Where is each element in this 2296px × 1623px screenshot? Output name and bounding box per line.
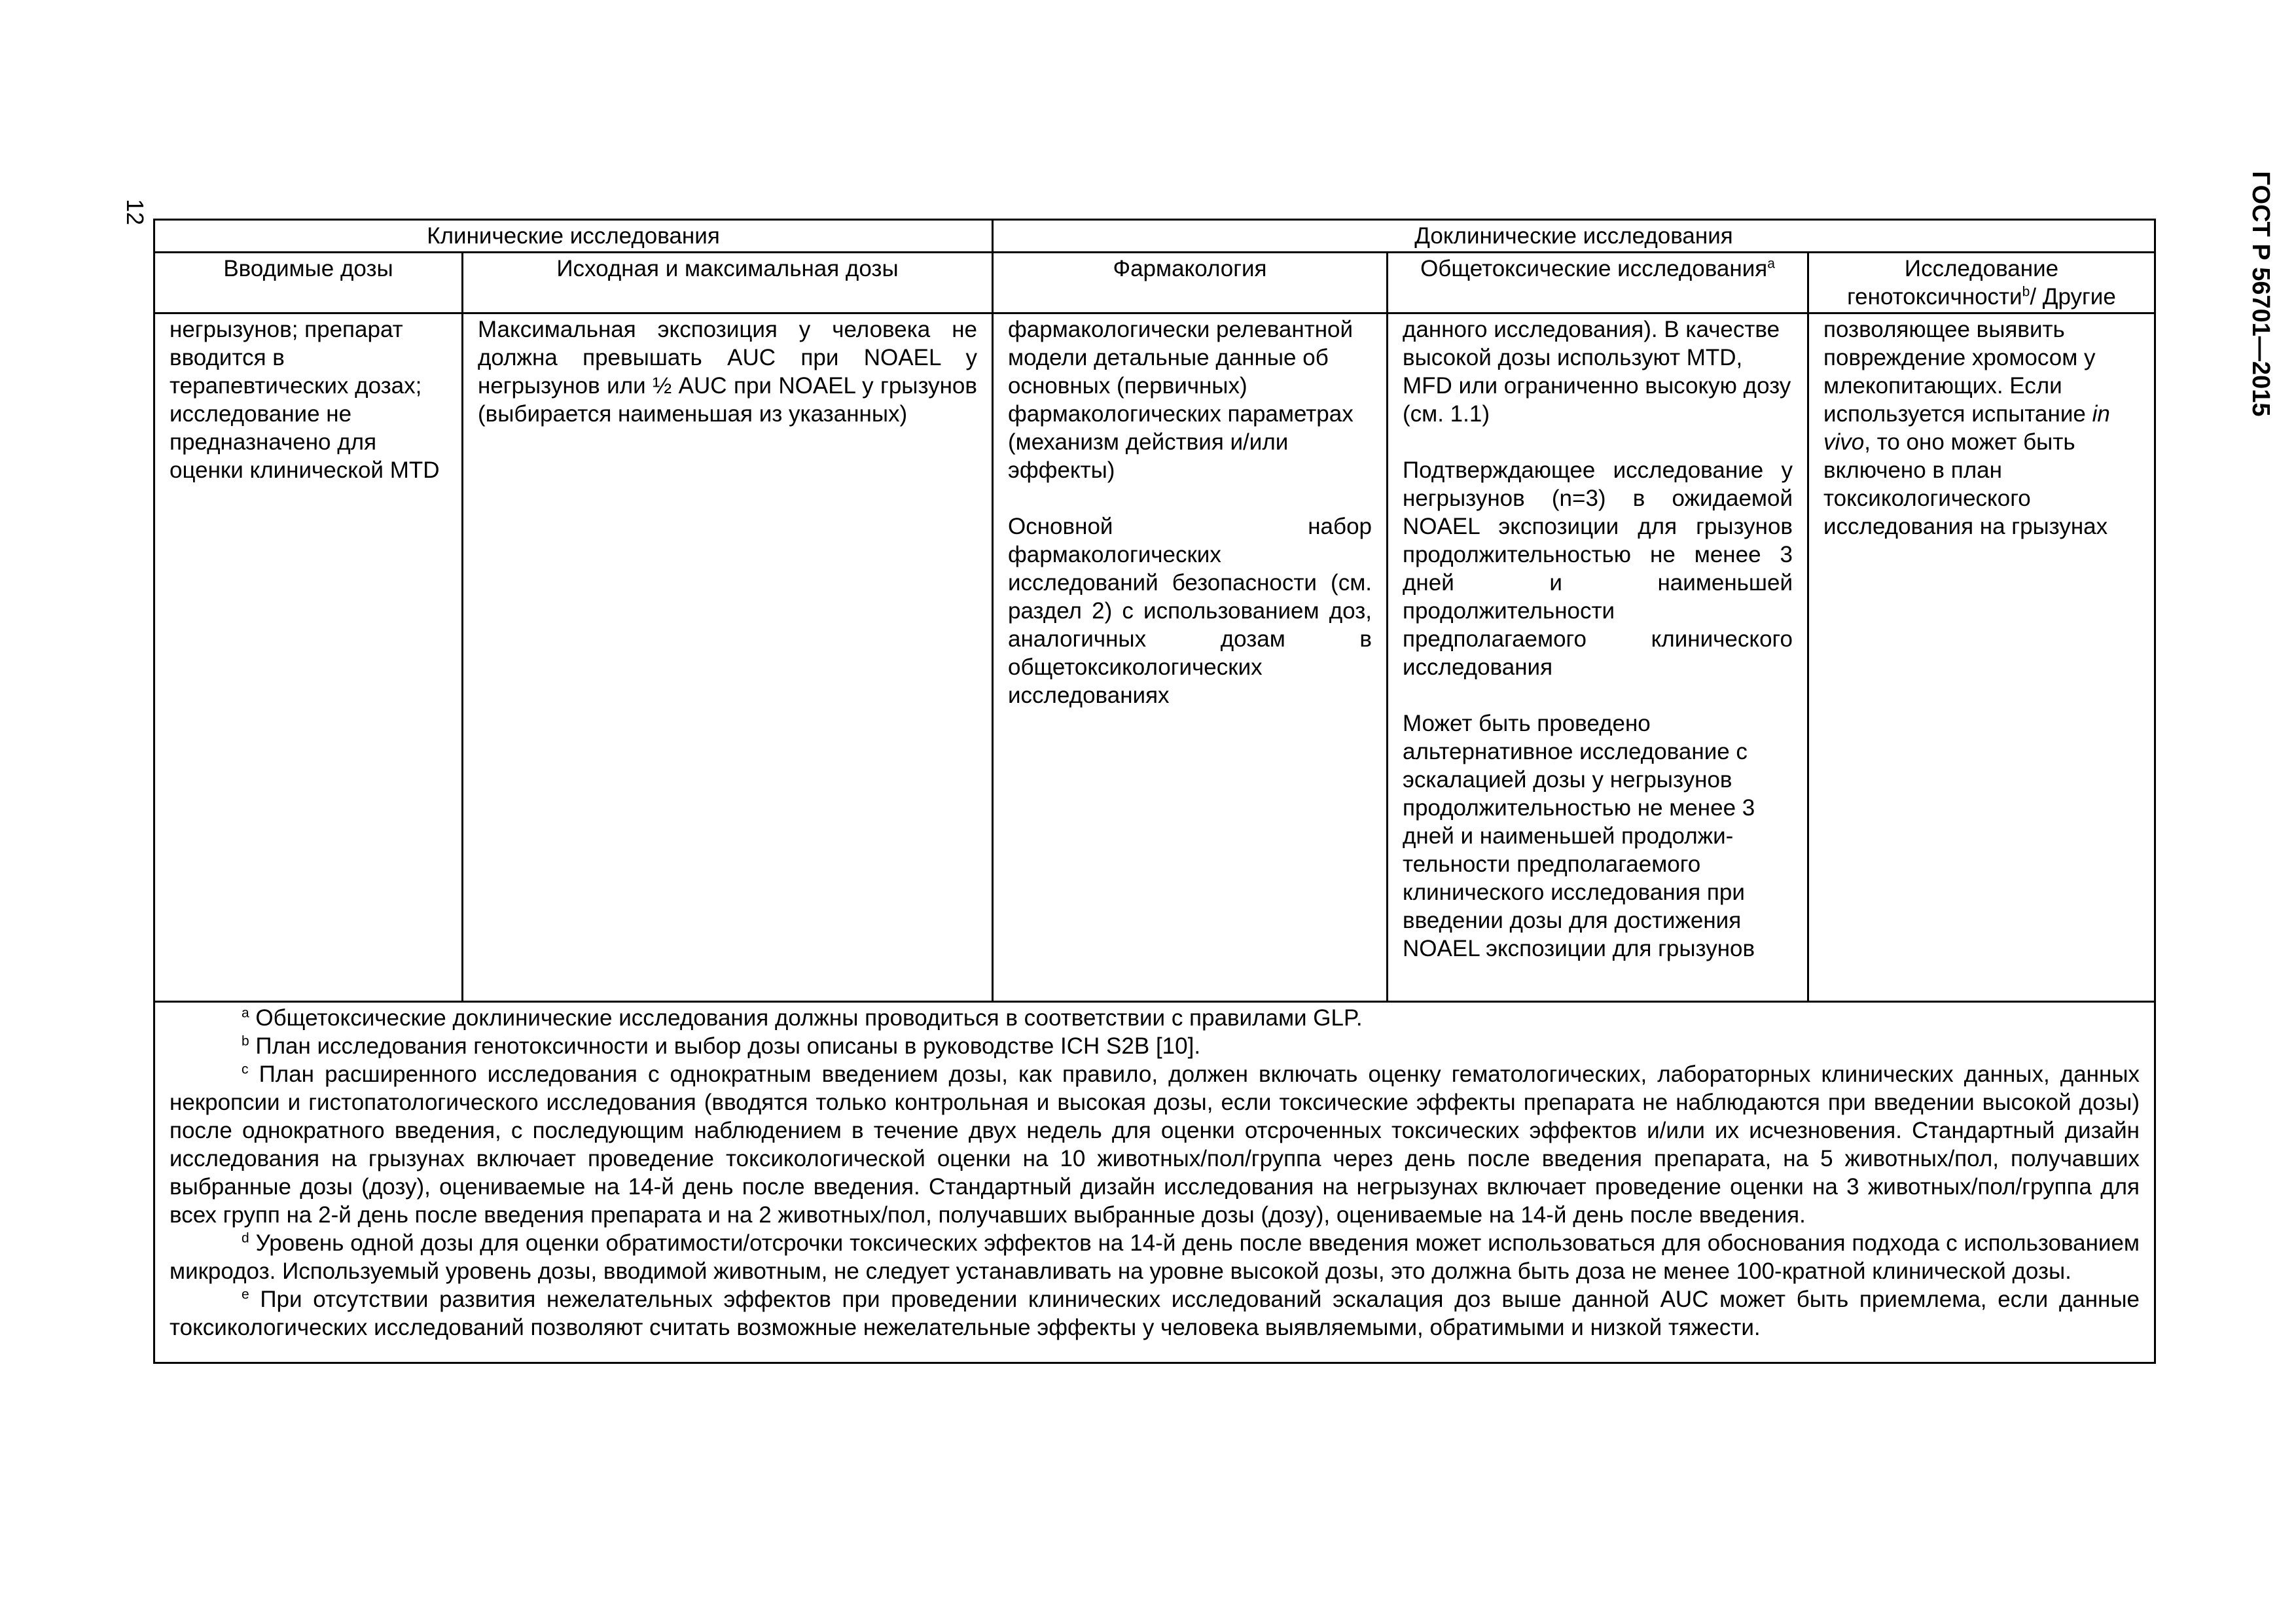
general-tox-label: Общетоксические исследования (1420, 256, 1768, 281)
col-header-genotox (1808, 253, 2155, 313)
preclinical-group-header: Доклинические исследования (993, 220, 2155, 253)
page-number: 12 (122, 198, 149, 226)
genotox-label-other: / Другие (2030, 284, 2116, 310)
genotox-text-1: позволяющее выявить повреждение хромосом у млекопитающих. Если используется испытание (1823, 317, 2096, 427)
footnote-d-text: Уровень одной дозы для оценки обратимости/отсрочки токсических эффектов на 14-й день после введения может использоваться для обоснования подхода с использованием микродоз. Используемый уровень дозы, вводимой животным, не следует устанавливать на уровне высокой дозы, это должна быть доза не менее 100-кратной клинической дозы. (170, 1230, 2140, 1284)
footnote-c-mark: c (242, 1061, 249, 1077)
footnotes-cell (154, 1001, 2155, 1363)
footnote-e-text: При отсутствии развития нежелательных эффектов при проведении клинических исследований эскалация доз выше данной AUC может быть приемлема, если данные токсикологических исследований позволяют считать возможные нежелательные эффекты у человека выявляемыми, обратимыми и низкой тяжести. (170, 1286, 2140, 1340)
cell-initial-max: Максимальная экспозиция у человека не должна превышать AUC при NOAEL у негрызунов или ½ AUC при NOAEL у грызунов (выбирается наименьшая из указанных) (463, 313, 993, 1002)
general-tox-para-3: Может быть проведено альтернативное исследование с эскалацией дозы у негрызунов продолжительностью не менее 3 дней и наименьшей продолжи- тельности предполагаемого клинического исследования при введении дозы для достижения NOAEL экспозиции для грызунов (1403, 711, 1755, 961)
dose-selection-table (153, 219, 2156, 1364)
genotox-label-line1: Исследование (1904, 256, 2059, 281)
col-header-initial-max: Исходная и максимальная дозы (463, 253, 993, 313)
table-row (154, 313, 2155, 1002)
col-header-doses: Вводимые дозы (154, 253, 463, 313)
footnote-d-mark: d (242, 1230, 249, 1246)
clinical-group-header: Клинические исследования (154, 220, 993, 253)
cell-pharmacology (993, 313, 1388, 1002)
genotox-label-line2: генотоксичности (1847, 284, 2022, 310)
footnote-b-text: План исследования генотоксичности и выбор дозы описаны в руководстве ICH S2B [10]. (249, 1033, 1201, 1059)
column-header-row (154, 253, 2155, 313)
footnote-a-text: Общетоксические доклинические исследования должны проводиться в соответствии с правилами GLP. (249, 1005, 1363, 1031)
footnote-mark-b: b (2022, 284, 2030, 300)
footnote-e-mark: e (242, 1287, 249, 1302)
pharmacology-para-2: Основной набор фармакологических исследований безопасности (см. раздел 2) с использованием доз, аналогичных дозам в общетоксикологических исследованиях (1008, 514, 1372, 708)
cell-genotox (1808, 313, 2155, 1002)
general-tox-para-2: Подтверждающее исследование у негрызунов (n=3) в ожидаемой NOAEL экспозиции для грызунов продолжительностью не менее 3 дней и наименьшей продолжительности предполагаемого клинического исследования (1403, 457, 1793, 680)
cell-general-tox (1388, 313, 1808, 1002)
standard-code: ГОСТ Р 56701—2015 (2247, 171, 2274, 417)
footnote-d (170, 1229, 2140, 1285)
pharmacology-para-1: фармакологически релевантной модели детальные данные об основных (первичных) фармакологических параметрах (механизм действия и/или эффекты) (1008, 317, 1354, 483)
footnote-c-text: План расширенного исследования с однократным введением дозы, как правило, должен включать оценку гематологических, лабораторных клинических данных, данных некропсии и гистопатологического исследования (вводятся только контрольная и высокая дозы, если токсические эффекты препарата не наблюдаются при введении высокой дозы) после однократного введения, с последующим наблюдением в течение двух недель для оценки отсроченных токсических эффектов и/или их исчезновения. Стандартный дизайн исследования на грызунах включает проведение токсикологической оценки на 10 животных/пол/группа через день после введения препарата, на 5 животных/пол, получавших выбранные дозы (дозу), оцениваемые на 14-й день после введения. Стандартный дизайн исследования на негрызунах включает проведение оценки на 3 животных/пол/группа для всех групп на 2-й день после введения препарата и на 2 животных/пол, получавших выбранные дозы (дозу), оцениваемые на 14-й день после введения. (170, 1061, 2140, 1228)
genotox-text-2: , то оно может быть включено в план токсикологического исследования на грызунах (1823, 429, 2108, 539)
footnote-c (170, 1060, 2140, 1229)
footnote-mark-a: a (1767, 256, 1775, 272)
group-header-row (154, 220, 2155, 253)
footnote-b-mark: b (242, 1033, 249, 1049)
footnote-e (170, 1285, 2140, 1342)
footnotes-row (154, 1001, 2155, 1363)
genotox-text-italic: in vivo (1823, 401, 2110, 455)
footnote-a-mark: a (242, 1005, 249, 1021)
col-header-general-tox (1388, 253, 1808, 313)
col-header-pharmacology: Фармакология (993, 253, 1388, 313)
cell-doses: негрызунов; препарат вводится в терапевтических дозах; исследование не предназначено для оценки клинической MTD (154, 313, 463, 1002)
general-tox-para-1: данного исследования). В качестве высокой дозы используют MTD, MFD или ограниченно высокую дозу (см. 1.1) (1403, 317, 1791, 427)
footnote-b (170, 1032, 2140, 1060)
footnote-a (170, 1004, 2140, 1032)
